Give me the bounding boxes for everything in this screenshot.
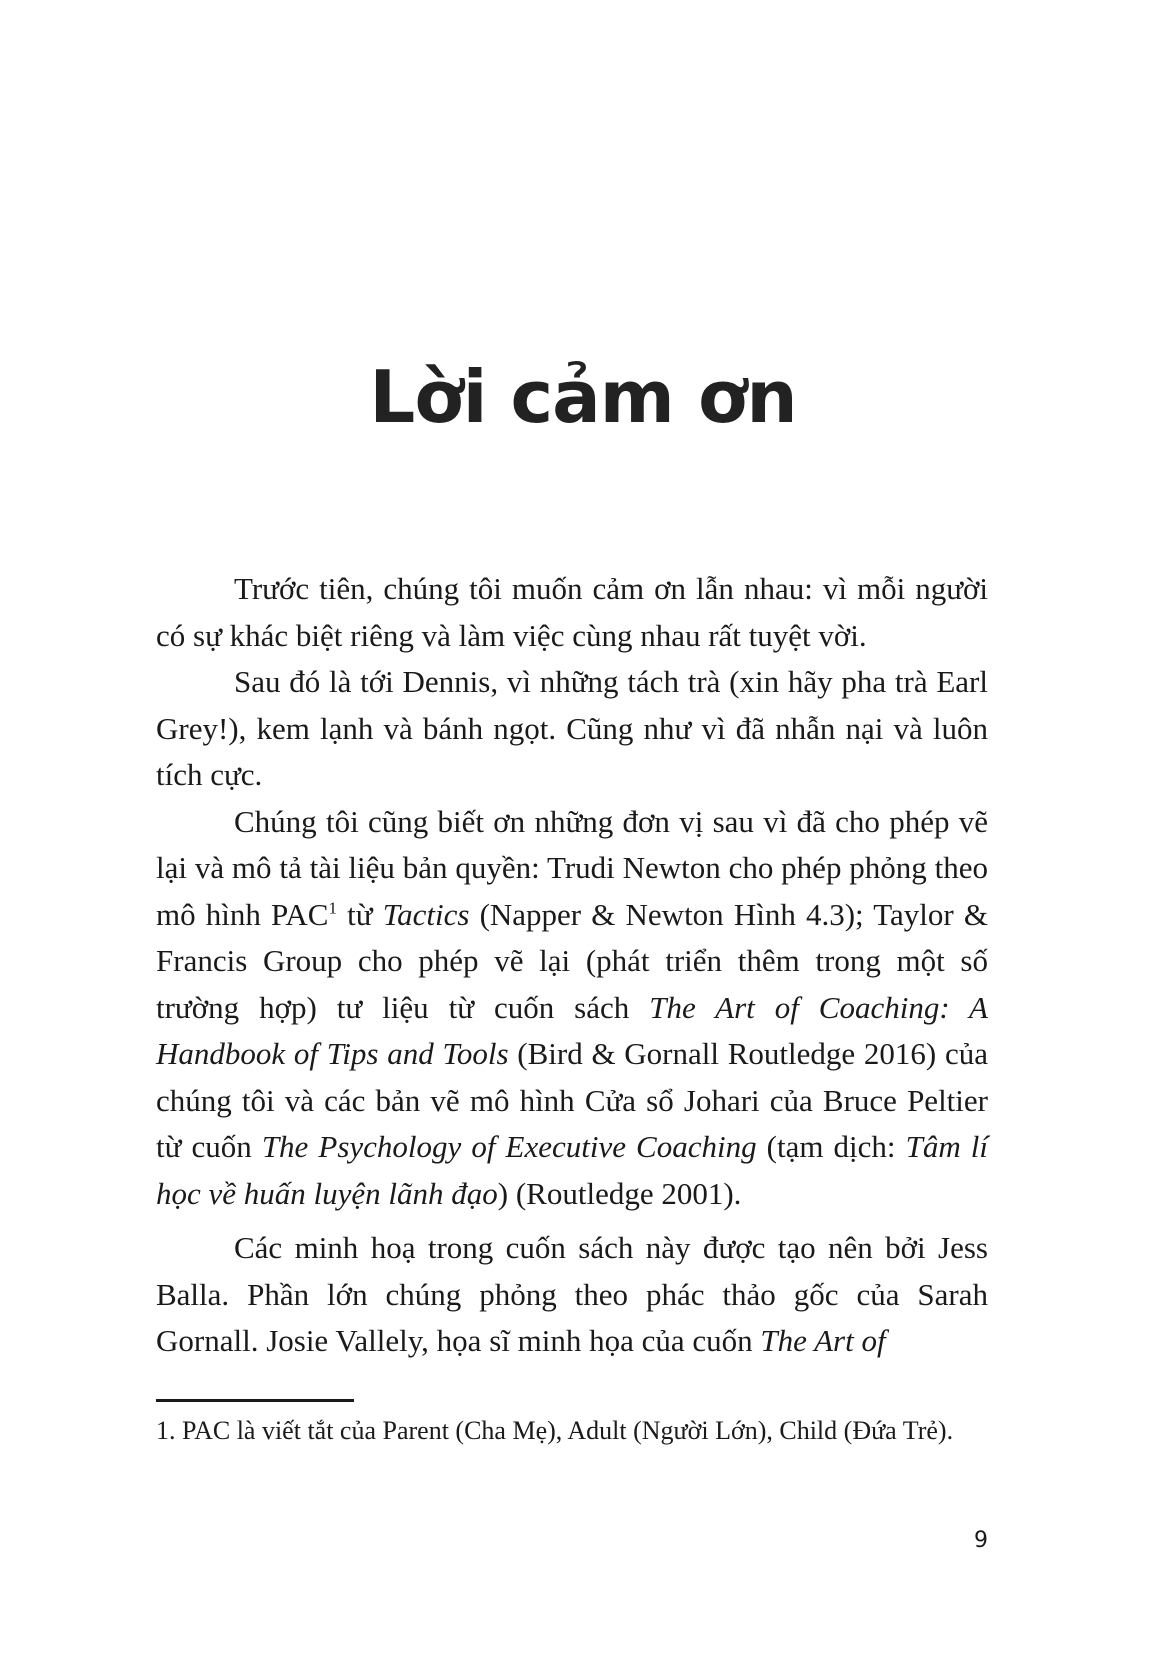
footnote: 1. PAC là viết tắt của Parent (Cha Mẹ), Adult (Người Lớn), Child (Đứa Trẻ).: [156, 1416, 954, 1445]
book-title-art-of-coaching: The Art of Coaching: A Handbook of Tips and Tools: [156, 989, 988, 1071]
book-title-tactics: Tactics: [382, 896, 470, 932]
paragraph-3-text-b: từ: [337, 896, 383, 932]
paragraph-3: [156, 799, 988, 1218]
paragraph-3-text-d: (Napper & Newton Hình 4.3); Taylor & Francis Group cho phép vẽ lại (phát triển thêm trong một số trường hợp) tư liệu từ cuốn sách: [156, 896, 988, 1025]
paragraph-2: [156, 659, 988, 799]
book-title-psychology: The Psychology of Executive Coaching: [261, 1129, 757, 1164]
paragraph-4: [156, 1225, 988, 1365]
footnote-marker: 1: [328, 898, 337, 918]
paragraph-3-text-j: ) (Routledge 2001).: [497, 1175, 742, 1211]
paragraph-3-text-h: (tạm dịch:: [756, 1129, 906, 1164]
body-text: [156, 566, 988, 1365]
page-number: 9: [974, 1528, 988, 1553]
paragraph-3-text-f: (Bird & Gornall Routledge 2016) của chúng tôi và các bản vẽ mô hình Cửa sổ Johari của Bruce Peltier từ cuốn: [156, 1036, 988, 1164]
book-title-art-of: The Art of: [760, 1323, 886, 1358]
paragraph-2-text: Sau đó là tới Dennis, vì những tách trà (xin hãy pha trà Earl Grey!), kem lạnh và bánh ngọt. Cũng như vì đã nhẫn nại và luôn tích cực.: [156, 664, 988, 792]
paragraph-3-text-a: Chúng tôi cũng biết ơn những đơn vị sau vì đã cho phép vẽ lại và mô tả tài liệu bản quyền: Trudi Newton cho phép phỏng theo mô hình PAC: [156, 803, 988, 932]
paragraph-4-text-a: Các minh hoạ trong cuốn sách này được tạo nên bởi Jess Balla. Phần lớn chúng phỏng theo phác thảo gốc của Sarah Gornall. Josie Vallely, họa sĩ minh họa của cuốn: [156, 1230, 988, 1358]
book-title-translation: Tâm lí học về huấn luyện lãnh đạo: [156, 1129, 989, 1211]
footnote-divider: [156, 1399, 354, 1402]
paragraph-1: Trước tiên, chúng tôi muốn cảm ơn lẫn nhau: vì mỗi người có sự khác biệt riêng và làm việc cùng nhau rất tuyệt vời.: [156, 571, 988, 653]
chapter-title: Lời cảm ơn: [369, 355, 797, 439]
